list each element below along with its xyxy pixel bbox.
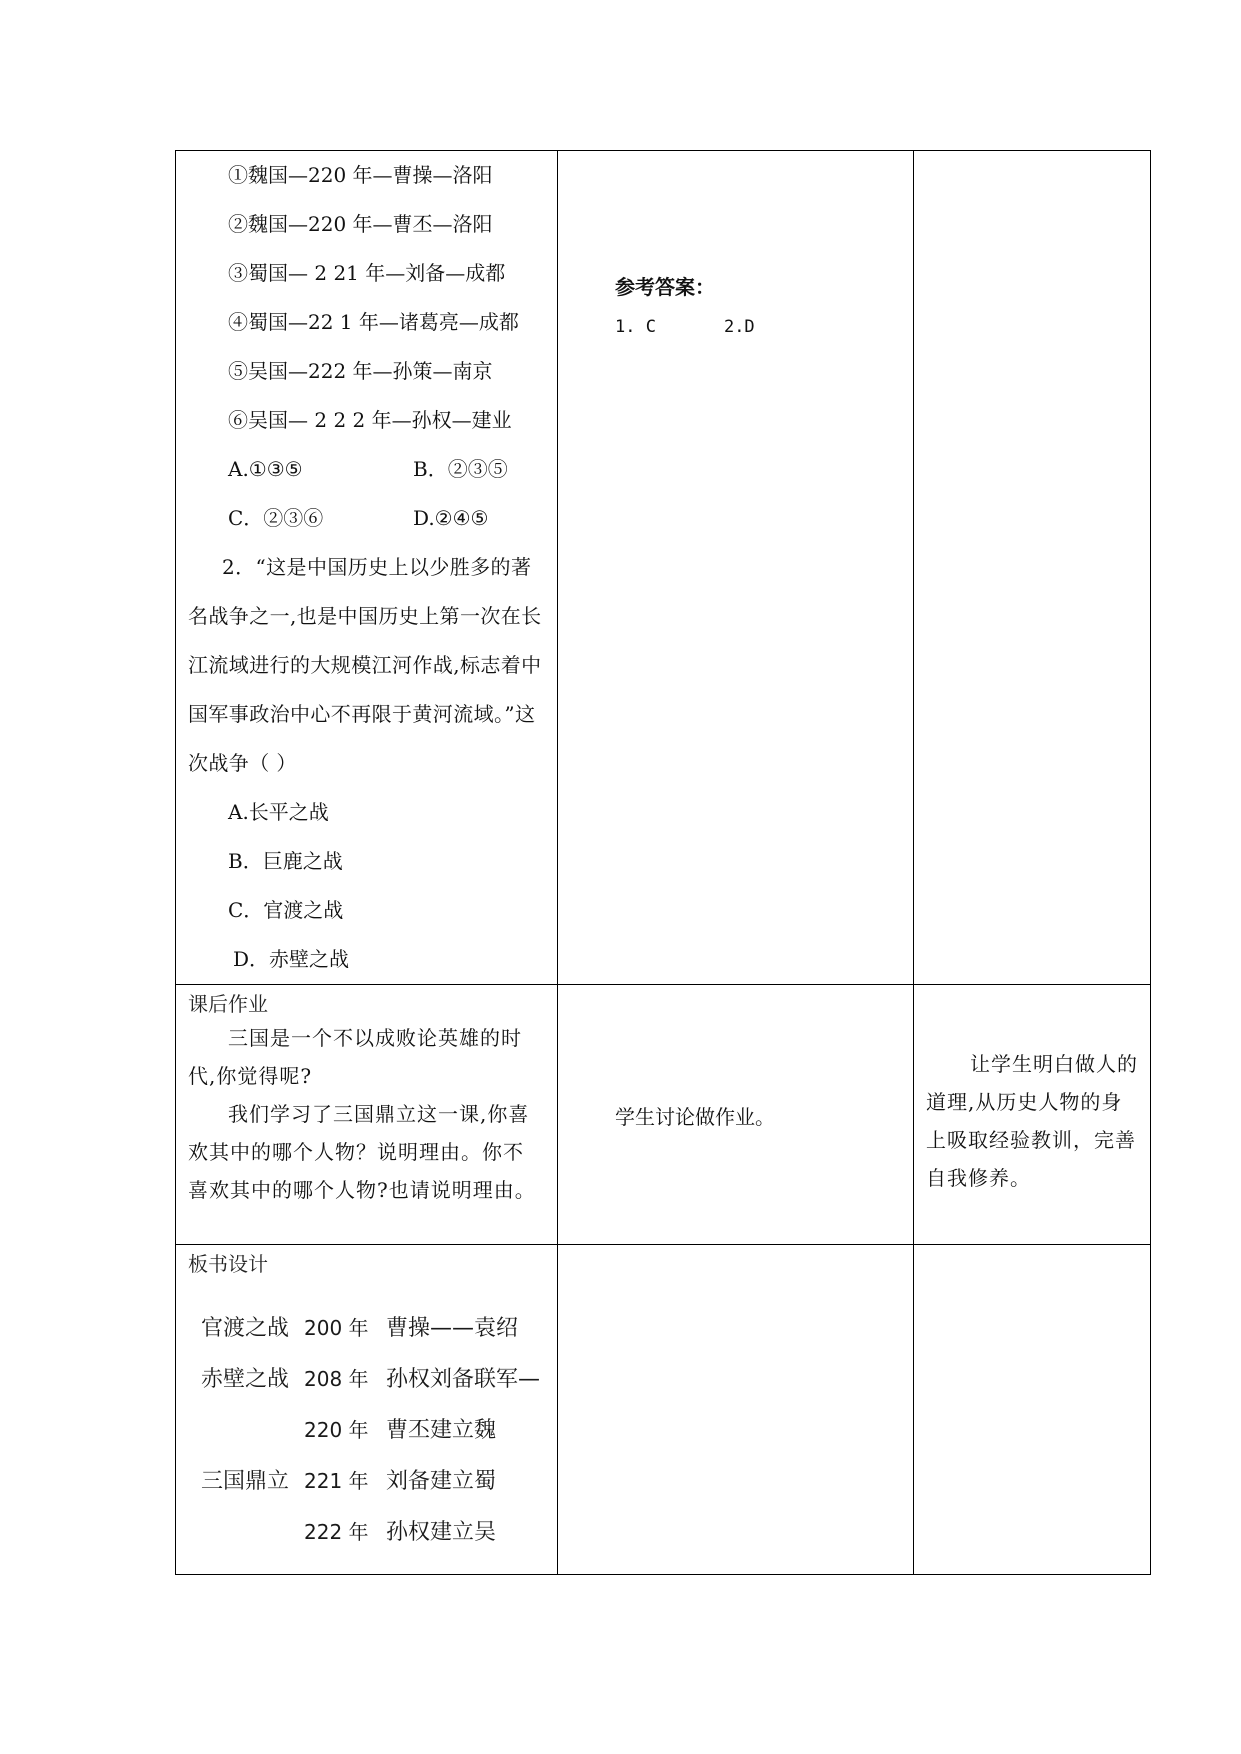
board-event: 官渡之战 — [201, 1316, 290, 1341]
board-design-row — [176, 1245, 1151, 1575]
board-row — [176, 1505, 561, 1556]
board-event: 赤壁之战 — [201, 1367, 290, 1392]
homework-cell — [176, 985, 558, 1245]
board-content — [176, 1301, 561, 1556]
student-activity: 学生讨论做作业。 — [615, 1105, 775, 1129]
choice-item: ①魏国—220 年—曹操—洛阳 — [228, 163, 493, 187]
choice-item: ⑤吴国—222 年—孙策—南京 — [228, 359, 493, 383]
board-design-title: 板书设计 — [188, 1252, 268, 1276]
board-desc: 孙权刘备联军— — [386, 1367, 541, 1392]
option-item: C．官渡之战 — [228, 898, 344, 922]
board-desc: 曹丕建立魏 — [386, 1418, 497, 1443]
option-item: D．赤壁之战 — [233, 947, 350, 971]
board-year: 208 年 — [304, 1367, 369, 1391]
homework-row — [176, 985, 1151, 1245]
board-row — [176, 1403, 561, 1454]
board-event: 三国鼎立 — [201, 1469, 290, 1494]
homework-title: 课后作业 — [188, 992, 268, 1016]
board-year: 200 年 — [304, 1316, 369, 1340]
answer-heading: 参考答案： — [615, 275, 715, 299]
board-year: 221 年 — [304, 1469, 369, 1493]
answer-values — [615, 317, 913, 337]
answer-cell — [558, 151, 914, 985]
goal-cell — [914, 985, 1151, 1245]
choice-item: ④蜀国—22 1 年—诸葛亮—成都 — [228, 310, 519, 334]
empty-cell — [914, 151, 1151, 985]
option-item: B．巨鹿之战 — [228, 849, 343, 873]
homework-paragraph: 我们学习了三国鼎立这一课,你喜欢其中的哪个人物？说明理由。你不喜欢其中的哪个人物?也请说明理由。 — [188, 1102, 536, 1202]
board-desc: 曹操——袁绍 — [386, 1316, 519, 1341]
board-year: 222 年 — [304, 1520, 369, 1544]
board-year: 220 年 — [304, 1418, 369, 1442]
exercise-row — [176, 151, 1151, 985]
board-row — [176, 1352, 561, 1403]
exercise-cell — [176, 151, 558, 985]
board-desc: 孙权建立吴 — [386, 1520, 497, 1545]
homework-paragraph: 三国是一个不以成败论英雄的时代,你觉得呢? — [188, 1026, 522, 1088]
question2-stem: 2．“这是中国历史上以少胜多的著名战争之一,也是中国历史上第一次在长江流域进行的大规模江河作战,标志着中国军事政治中心不再限于黄河流域。”这次战争（ ） — [188, 555, 542, 775]
option-row — [176, 445, 557, 494]
board-row — [176, 1454, 561, 1505]
question2-options — [176, 788, 557, 984]
option-c: C．②③⑥ — [228, 506, 324, 530]
option-row — [176, 494, 557, 543]
empty-cell — [914, 1245, 1151, 1575]
student-activity-cell — [558, 985, 914, 1245]
teaching-goal: 让学生明白做人的道理,从历史人物的身上吸取经验教训，完善自我修养。 — [926, 1052, 1138, 1190]
option-item: A.长平之战 — [228, 800, 329, 824]
answer-1: 1. C — [615, 317, 656, 337]
board-row — [176, 1301, 561, 1352]
empty-cell — [558, 1245, 914, 1575]
choice-item: ③蜀国— 2 21 年—刘备—成都 — [228, 261, 506, 285]
board-desc: 刘备建立蜀 — [386, 1469, 497, 1494]
choice-item: ②魏国—220 年—曹丕—洛阳 — [228, 212, 493, 236]
question1-choices — [176, 151, 557, 445]
answer-2: 2.D — [723, 317, 755, 337]
option-d: D.②④⑤ — [413, 506, 489, 530]
question1-options — [176, 445, 557, 543]
lesson-plan-table — [175, 150, 1151, 1575]
option-b: B．②③⑤ — [413, 457, 508, 481]
option-a: A.①③⑤ — [228, 457, 303, 481]
board-design-cell — [176, 1245, 558, 1575]
choice-item: ⑥吴国— 2 2 2 年—孙权—建业 — [228, 408, 512, 432]
